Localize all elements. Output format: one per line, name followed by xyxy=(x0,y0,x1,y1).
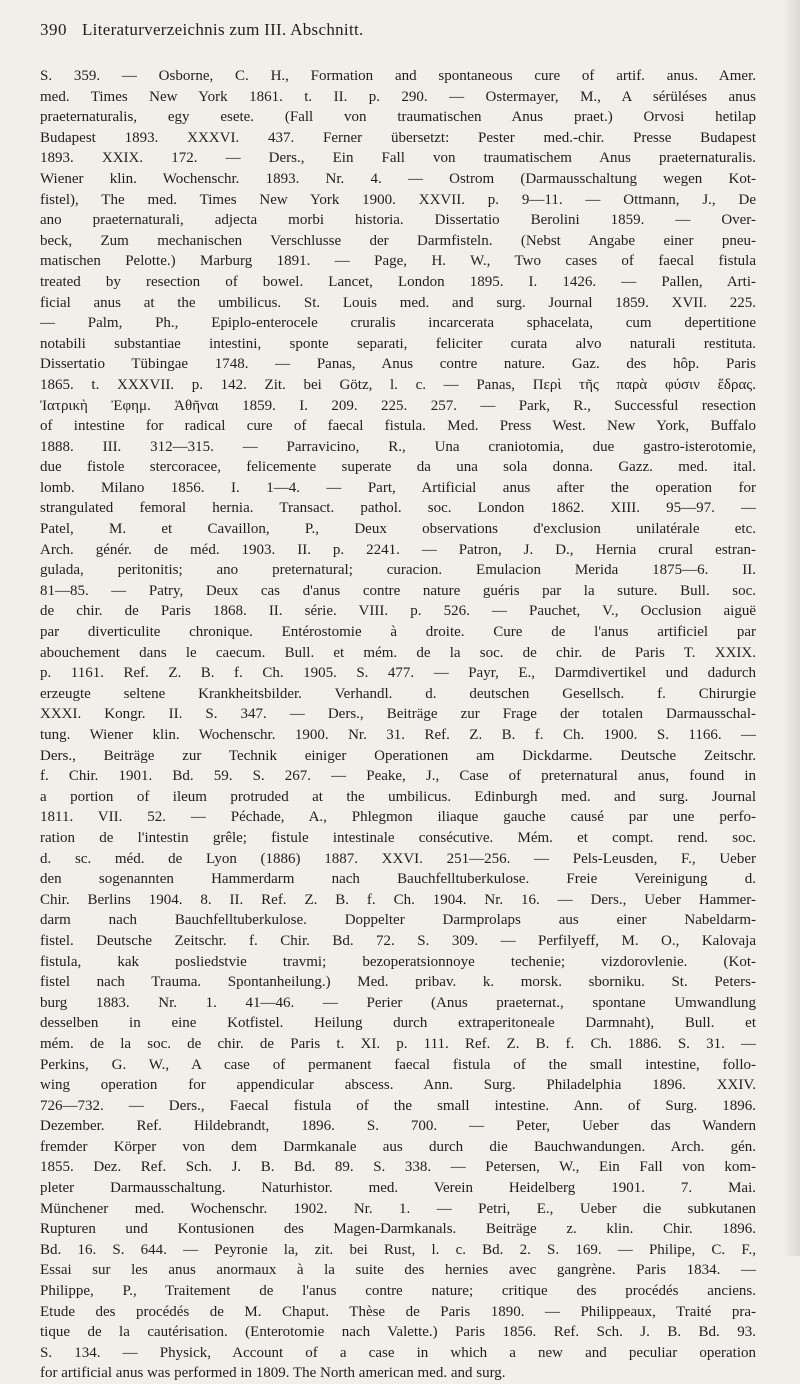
text-line: Patel, M. et Cavaillon, P., Deux observations d'exclusion unilatérale etc. xyxy=(40,521,756,538)
text-line: darm nach Bauchfelltuberkulose. Doppelter Darmprolaps aus einer Nabeldarm- xyxy=(40,912,756,929)
text-line: S. 359. — Osborne, C. H., Formation and spontaneous cure of artif. anus. Amer. xyxy=(40,68,756,84)
text-line: 1811. VII. 52. — Péchade, A., Phlegmon iliaque gauche causé par une perfo- xyxy=(40,809,756,826)
text-line: pleter Darmausschaltung. Naturhistor. med. Verein Heidelberg 1901. 7. Mai. xyxy=(40,1180,756,1197)
text-line: p. 1161. Ref. Z. B. f. Ch. 1905. S. 477. — Payr, E., Darmdivertikel und dadurch xyxy=(40,665,756,682)
text-line: due fistole stercoracee, felicemente superate da una sola donna. Gazz. med. ital. xyxy=(40,459,756,476)
text-line: ration de l'intestin grêle; fistule intestinale consécutive. Mém. et compt. rend. soc. xyxy=(40,829,756,846)
text-line: notabili substantiae intestini, sponte separati, feliciter curata alvo naturali restituta. xyxy=(40,335,756,352)
text-line: erzeugte seltene Krankheitsbilder. Verhandl. d. deutschen Gesellsch. f. Chirurgie xyxy=(40,685,756,702)
text-line: fistel nach Trauma. Spontanheilung.) Med. pribav. k. morsk. sborniku. St. Peters- xyxy=(40,974,756,991)
text-line: 81—85. — Patry, Deux cas d'anus contre nature guéris par la suture. Bull. soc. xyxy=(40,582,756,599)
text-line: Dissertatio Tübingae 1748. — Panas, Anus contre nature. Gaz. des hôp. Paris xyxy=(40,356,756,373)
text-line: 1893. XXIX. 172. — Ders., Ein Fall von traumatischem Anus praeternaturalis. xyxy=(40,150,756,167)
text-line: f. Chir. 1901. Bd. 59. S. 267. — Peake, J., Case of preternatural anus, found in xyxy=(40,768,756,785)
text-line: Ἰατρικὴ Ἐφημ. Ἀθῆναι 1859. I. 209. 225. 257. — Park, R., Successful resection xyxy=(40,397,756,414)
text-line: fistula, kak posliedstvie travmi; bezoperatsionnoye techenie; vizdorovlenie. (Kot- xyxy=(40,953,756,970)
text-line: strangulated femoral hernia. Transact. pathol. soc. London 1862. XIII. 95—97. — xyxy=(40,500,756,517)
text-line: de chir. de Paris 1868. II. série. VIII. p. 526. — Pauchet, V., Occlusion aiguë xyxy=(40,603,756,620)
text-line: Philippe, P., Traitement de l'anus contre nature; critique des procédés anciens. xyxy=(40,1283,756,1300)
text-line: fistel), The med. Times New York 1900. XXVII. p. 9—11. — Ottmann, J., De xyxy=(40,191,756,208)
text-line: wing operation for appendicular abscess. Ann. Surg. Philadelphia 1896. XXIV. xyxy=(40,1077,756,1094)
text-line: XXXI. Kongr. II. S. 347. — Ders., Beiträge zur Frage der totalen Darmausschal- xyxy=(40,706,756,723)
text-line: par diverticulite chronique. Entérostomie à droite. Cure de l'anus artificiel par xyxy=(40,624,756,641)
text-line: gulada, peritonitis; ano preternatural; curacion. Emulacion Merida 1875—6. II. xyxy=(40,562,756,579)
page-edge-shadow xyxy=(782,0,800,1256)
text-line: burg 1883. Nr. 1. 41—46. — Perier (Anus praeternat., spontane Umwandlung xyxy=(40,994,756,1011)
text-line: Rupturen und Kontusionen des Magen-Darmkanals. Beiträge z. klin. Chir. 1896. xyxy=(40,1221,756,1238)
text-line: Bd. 16. S. 644. — Peyronie la, zit. bei Rust, l. c. Bd. 2. S. 169. — Philipe, C. F., xyxy=(40,1241,756,1258)
text-line: d. sc. méd. de Lyon (1886) 1887. XXVI. 251—256. — Pels-Leusden, F., Ueber xyxy=(40,850,756,867)
text-line: 1865. t. XXXVII. p. 142. Zit. bei Götz, l. c. — Panas, Περὶ τῆς παρὰ φύσιν ἕδρας. xyxy=(40,376,756,393)
text-line: Wiener klin. Wochenschr. 1893. Nr. 4. — Ostrom (Darmausschaltung wegen Kot- xyxy=(40,170,756,187)
text-line: 1888. III. 312—315. — Parravicino, R., Una craniotomia, due gastro-isterotomie, xyxy=(40,438,756,455)
text-line: a portion of ileum protruded at the umbilicus. Edinburgh med. and surg. Journal xyxy=(40,788,756,805)
page-number: 390 xyxy=(40,20,67,39)
text-line: Etude des procédés de M. Chaput. Thèse de Paris 1890. — Philippeaux, Traité pra- xyxy=(40,1303,756,1320)
text-line: lomb. Milano 1856. I. 1—4. — Part, Artificial anus after the operation for xyxy=(40,479,756,496)
text-line: ano praeternaturali, adjecta morbi historia. Dissertatio Berolini 1859. — Over- xyxy=(40,212,756,229)
text-line: 726—732. — Ders., Faecal fistula of the small intestine. Ann. of Surg. 1896. xyxy=(40,1097,756,1114)
text-line: fremder Körper von dem Darmkanale aus durch die Bauchwandungen. Arch. gén. xyxy=(40,1138,756,1155)
text-line: tung. Wiener klin. Wochenschr. 1900. Nr. 31. Ref. Z. B. f. Ch. 1900. S. 1166. — xyxy=(40,727,756,743)
text-line: for artificial anus was performed in 1809. The North american med. and surg. xyxy=(40,1365,506,1382)
page-header xyxy=(40,20,752,46)
text-line: of intestine for radical cure of faecal fistula. Med. Press West. New York, Buffalo xyxy=(40,418,756,435)
text-line: S. 134. — Physick, Account of a case in which a new and peculiar operation xyxy=(40,1344,756,1361)
text-line: praeternaturalis, egy esete. (Fall von traumatischen Anus praet.) Orvosi hetilap xyxy=(40,109,756,126)
text-line: mém. de la soc. de chir. de Paris t. XI. p. 111. Ref. Z. B. f. Ch. 1886. S. 31. — xyxy=(40,1035,756,1052)
text-line: beck, Zum mechanischen Verschlusse der Darmfisteln. (Nebst Angabe einer pneu- xyxy=(40,232,756,249)
text-line: med. Times New York 1861. t. II. p. 290. — Ostermayer, M., A sérüléses anus xyxy=(40,88,756,105)
text-line: tique de la cautérisation. (Enterotomie nach Valette.) Paris 1856. Ref. Sch. J. B. Bd. 93. xyxy=(40,1324,756,1341)
text-line: den sogenannten Hammerdarm nach Bauchfelltuberkulose. Freie Vereinigung d. xyxy=(40,871,756,888)
text-line: Münchener med. Wochenschr. 1902. Nr. 1. — Petri, E., Ueber die subkutanen xyxy=(40,1200,756,1217)
bibliography-text xyxy=(40,66,756,1384)
text-line: 1855. Dez. Ref. Sch. J. B. Bd. 89. S. 338. — Petersen, W., Ein Fall von kom- xyxy=(40,1159,756,1176)
text-line: fistel. Deutsche Zeitschr. f. Chir. Bd. 72. S. 309. — Perfilyeff, M. O., Kalovaja xyxy=(40,932,756,949)
text-line: Chir. Berlins 1904. 8. II. Ref. Z. B. f. Ch. 1904. Nr. 16. — Ders., Ueber Hammer- xyxy=(40,891,756,908)
text-line: treated by resection of bowel. Lancet, London 1895. I. 1426. — Pallen, Arti- xyxy=(40,273,756,290)
text-line: Dezember. Ref. Hildebrandt, 1896. S. 700. — Peter, Ueber das Wandern xyxy=(40,1118,756,1135)
text-line: Budapest 1893. XXXVI. 437. Ferner übersetzt: Pester med.-chir. Presse Budapest xyxy=(40,129,756,146)
text-line: matischen Pelotte.) Marburg 1891. — Page, H. W., Two cases of faecal fistula xyxy=(40,253,756,270)
text-line: Ders., Beiträge zur Technik einiger Operationen am Dickdarme. Deutsche Zeitschr. xyxy=(40,747,756,764)
text-line: Essai sur les anus anormaux à la suite des hernies avec gangrène. Paris 1834. — xyxy=(40,1262,756,1279)
text-line: Arch. génér. de méd. 1903. II. p. 2241. — Patron, J. D., Hernia crural estran- xyxy=(40,541,756,558)
text-line: Perkins, G. W., A case of permanent faecal fistula of the small intestine, follo- xyxy=(40,1056,756,1073)
text-line: abouchement dans le caecum. Bull. et mém. de la soc. de chir. de Paris T. XXIX. xyxy=(40,644,756,661)
text-line: desselben in eine Kotfistel. Heilung durch extraperitoneale Darmnaht), Bull. et xyxy=(40,1015,756,1032)
text-line: ficial anus at the umbilicus. St. Louis med. and surg. Journal 1859. XVII. 225. xyxy=(40,294,756,311)
text-line: — Palm, Ph., Epiplo-enterocele cruralis incarcerata sphacelata, cum depertitione xyxy=(40,315,756,332)
running-head: Literaturverzeichnis zum III. Abschnitt. xyxy=(82,20,364,39)
